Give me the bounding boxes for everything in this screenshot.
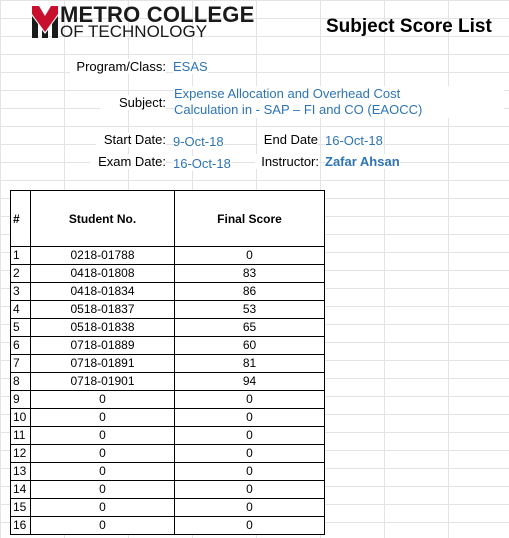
final-score: 60 [175, 337, 325, 355]
start-date-value: 9-Oct-18 [173, 134, 224, 149]
subject-value [174, 86, 504, 118]
final-score: 94 [175, 373, 325, 391]
end-date-label: End Date [258, 132, 318, 147]
table-row [11, 283, 325, 301]
row-index: 3 [11, 283, 31, 301]
subject-line-2: Calculation in - SAP – FI and CO (EAOCC) [174, 102, 423, 117]
table-row [11, 265, 325, 283]
final-score: 0 [175, 499, 325, 517]
final-score: 0 [175, 481, 325, 499]
row-index: 4 [11, 301, 31, 319]
row-index: 10 [11, 409, 31, 427]
student-number: 0718-01889 [31, 337, 175, 355]
header-student-no: Student No. [31, 191, 175, 247]
page-title: Subject Score List [326, 16, 492, 37]
table-row [11, 337, 325, 355]
student-number: 0 [31, 391, 175, 409]
instructor-value: Zafar Ahsan [325, 154, 400, 169]
table-row [11, 355, 325, 373]
college-logo-icon [30, 4, 60, 40]
student-number: 0 [31, 463, 175, 481]
final-score: 86 [175, 283, 325, 301]
student-number: 0518-01838 [31, 319, 175, 337]
table-row [11, 319, 325, 337]
final-score: 0 [175, 463, 325, 481]
final-score: 0 [175, 247, 325, 265]
final-score: 53 [175, 301, 325, 319]
header-final-score: Final Score [175, 191, 325, 247]
row-index: 6 [11, 337, 31, 355]
header-index: # [11, 191, 31, 247]
row-index: 16 [11, 517, 31, 535]
table-row [11, 391, 325, 409]
row-index: 2 [11, 265, 31, 283]
subject-line-1: Expense Allocation and Overhead Cost [174, 86, 401, 101]
row-index: 11 [11, 427, 31, 445]
student-number: 0 [31, 517, 175, 535]
program-label: Program/Class: [70, 59, 166, 74]
brand-subtitle: OF TECHNOLOGY [60, 22, 208, 41]
student-number: 0218-01788 [31, 247, 175, 265]
row-index: 15 [11, 499, 31, 517]
table-header-row [11, 191, 325, 247]
end-date-value: 16-Oct-18 [325, 133, 383, 148]
final-score: 83 [175, 265, 325, 283]
row-index: 12 [11, 445, 31, 463]
student-number: 0418-01808 [31, 265, 175, 283]
row-index: 7 [11, 355, 31, 373]
subject-label: Subject: [100, 95, 166, 110]
student-number: 0718-01891 [31, 355, 175, 373]
table-row [11, 301, 325, 319]
student-number: 0 [31, 499, 175, 517]
row-index: 13 [11, 463, 31, 481]
student-number: 0418-01834 [31, 283, 175, 301]
table-row [11, 247, 325, 265]
final-score: 0 [175, 427, 325, 445]
student-number: 0 [31, 427, 175, 445]
student-number: 0 [31, 409, 175, 427]
brand-name: METRO COLLEGE [60, 2, 255, 27]
row-index: 14 [11, 481, 31, 499]
program-value: ESAS [173, 59, 208, 74]
final-score: 65 [175, 319, 325, 337]
start-date-label: Start Date: [96, 132, 166, 147]
table-row [11, 373, 325, 391]
table-row [11, 499, 325, 517]
row-index: 1 [11, 247, 31, 265]
instructor-label: Instructor: [255, 154, 319, 169]
table-row [11, 409, 325, 427]
table-body [11, 247, 325, 535]
row-index: 8 [11, 373, 31, 391]
table-row [11, 481, 325, 499]
table-row [11, 517, 325, 535]
score-table [10, 190, 325, 535]
exam-date-label: Exam Date: [90, 154, 166, 169]
student-number: 0518-01837 [31, 301, 175, 319]
row-index: 5 [11, 319, 31, 337]
table-row [11, 427, 325, 445]
final-score: 81 [175, 355, 325, 373]
student-number: 0718-01901 [31, 373, 175, 391]
table-row [11, 463, 325, 481]
student-number: 0 [31, 445, 175, 463]
table-row [11, 445, 325, 463]
student-number: 0 [31, 481, 175, 499]
final-score: 0 [175, 391, 325, 409]
final-score: 0 [175, 409, 325, 427]
row-index: 9 [11, 391, 31, 409]
final-score: 0 [175, 517, 325, 535]
exam-date-value: 16-Oct-18 [173, 156, 231, 171]
final-score: 0 [175, 445, 325, 463]
